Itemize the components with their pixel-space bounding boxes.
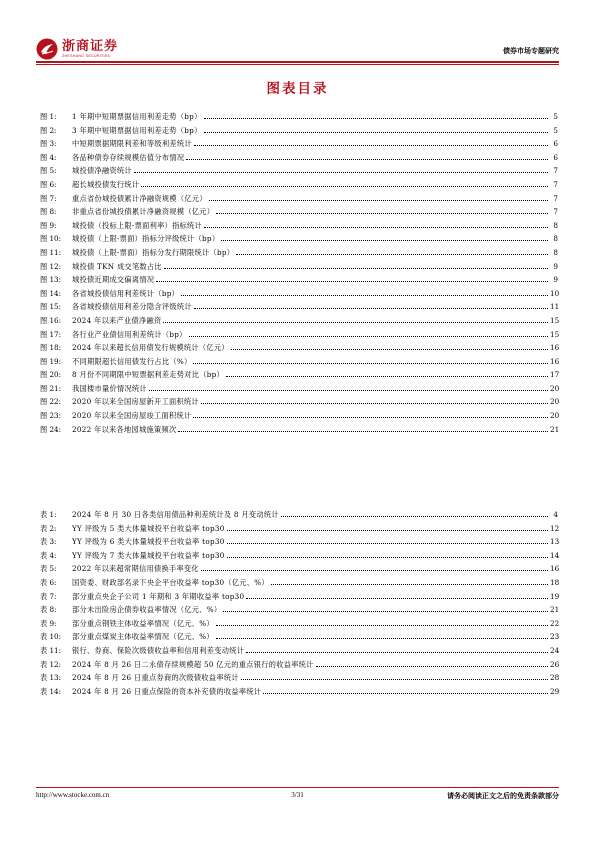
- entry-label: 表 14:: [40, 686, 62, 696]
- zheshang-logo-icon: [36, 38, 58, 60]
- entry-page-number: 7: [553, 179, 558, 189]
- entry-page-number: 28: [550, 673, 560, 683]
- entry-page-number: 21: [550, 605, 560, 615]
- entry-label: 图 14:: [40, 288, 62, 298]
- entry-label: 图 6:: [40, 179, 57, 189]
- dot-leader: [134, 164, 548, 173]
- entry-page-number: 15: [550, 315, 560, 325]
- entry-page-number: 6: [553, 139, 558, 149]
- entry-title: 不同期限超长信用债发行占比（%）: [72, 356, 192, 366]
- dot-leader: [193, 355, 548, 364]
- entry-page-number: 17: [550, 370, 560, 380]
- entry-page-number: 24: [550, 645, 560, 655]
- entry-label: 表 4:: [40, 550, 57, 560]
- figure-entry[interactable]: [40, 192, 558, 206]
- entry-title: 2022 年以来各地园城施策频次: [72, 424, 177, 434]
- entry-label: 图 23:: [40, 411, 62, 421]
- dot-leader: [216, 617, 548, 626]
- entry-label: 图 11:: [40, 247, 62, 257]
- dot-leader: [223, 603, 548, 612]
- logo-chinese-name: 浙商证券: [62, 38, 119, 54]
- entry-title: 银行、券商、保险次级债收益率和信用利差变动统计: [72, 645, 245, 655]
- table-entry[interactable]: [40, 603, 558, 617]
- entry-page-number: 6: [553, 152, 558, 162]
- figure-entry[interactable]: [40, 328, 558, 342]
- figure-entry[interactable]: [40, 273, 558, 287]
- entry-label: 表 12:: [40, 659, 62, 669]
- dot-leader: [271, 576, 548, 585]
- entry-page-number: 16: [550, 564, 560, 574]
- figure-entry[interactable]: [40, 110, 558, 124]
- entry-title: 各省城投债信用利差分隐含评级统计: [72, 302, 192, 312]
- entry-title: 2024 年以来超长信用债发行规模统计（亿元）: [72, 343, 229, 353]
- entry-title: 部分重点煤炭主体收益率情况（亿元、%）: [72, 632, 214, 642]
- figure-entry[interactable]: [40, 382, 558, 396]
- dot-leader: [201, 395, 548, 404]
- entry-title: 各品种债券存续规模估值分布情况: [72, 152, 185, 162]
- figure-entry[interactable]: [40, 423, 558, 437]
- table-entry[interactable]: [40, 671, 558, 685]
- entry-label: 表 8:: [40, 605, 57, 615]
- entry-title: 2024 年 8 月 26 日重点保险的资本补充债的收益率统计: [72, 686, 262, 696]
- disclaimer-note: 请务必阅读正文之后的免责条款部分: [447, 791, 559, 800]
- table-entry[interactable]: [40, 644, 558, 658]
- entry-title: 8 月份不同期限中短票据利差走势对比（bp）: [72, 370, 225, 380]
- table-entry[interactable]: [40, 658, 558, 672]
- table-entry[interactable]: [40, 685, 558, 699]
- dot-leader: [227, 549, 548, 558]
- entry-label: 表 3:: [40, 537, 57, 547]
- entry-title: 2022 年以来超常期信用债换手率变化: [72, 564, 199, 574]
- entry-title: 城投债近期成交偏离情况: [72, 275, 155, 285]
- entry-title: 2024 年 8 月 26 日重点券商的次级债收益率统计: [72, 673, 239, 683]
- entry-page-number: 22: [550, 618, 560, 628]
- entry-label: 图 22:: [40, 397, 62, 407]
- dot-leader: [181, 287, 548, 296]
- dot-leader: [164, 260, 548, 269]
- figure-entry[interactable]: [40, 137, 558, 151]
- entry-label: 表 11:: [40, 645, 62, 655]
- entry-label: 表 13:: [40, 673, 62, 683]
- entry-label: 图 17:: [40, 329, 62, 339]
- dot-leader: [246, 590, 548, 599]
- footer-divider: [36, 787, 559, 788]
- entry-label: 图 24:: [40, 424, 62, 434]
- dot-leader: [226, 368, 548, 377]
- dot-leader: [246, 644, 548, 653]
- entry-page-number: 16: [550, 343, 560, 353]
- dot-leader: [209, 192, 548, 201]
- entry-label: 图 7:: [40, 193, 57, 203]
- entry-page-number: 7: [553, 193, 558, 203]
- entry-page-number: 14: [550, 550, 560, 560]
- figure-entry[interactable]: [40, 300, 558, 314]
- entry-label: 表 9:: [40, 618, 57, 628]
- entry-page-number: 26: [550, 659, 560, 669]
- page-number: 3/31: [291, 791, 304, 799]
- entry-title: 我国楼市量价情况统计: [72, 383, 147, 393]
- figure-entry[interactable]: [40, 409, 558, 423]
- entry-title: 城投债（上限-票面）指标分评级统计（bp）: [72, 234, 220, 244]
- table-entry[interactable]: [40, 522, 558, 536]
- entry-title: 部分重点央企子公司 1 年期和 3 年期收益率 top30: [72, 591, 245, 601]
- entry-page-number: 10: [550, 288, 560, 298]
- entry-page-number: 4: [553, 510, 558, 519]
- entry-label: 图 10:: [40, 234, 62, 244]
- entry-page-number: 7: [553, 166, 558, 176]
- entry-title: 2024 年以来产业债净融资: [72, 315, 162, 325]
- entry-label: 图 12:: [40, 261, 62, 271]
- entry-label: 表 6:: [40, 577, 57, 587]
- entry-page-number: 20: [550, 411, 560, 421]
- entry-page-number: 8: [553, 247, 558, 257]
- entry-page-number: 11: [550, 302, 560, 312]
- entry-title: 2024 年 8 月 26 日二永债存续规模超 50 亿元的重点银行的收益率统计: [72, 659, 314, 669]
- table-entry[interactable]: [40, 590, 558, 604]
- dot-leader: [263, 685, 548, 694]
- entry-title: 超长城投债发行统计: [72, 179, 140, 189]
- entry-title: 1 年期中短期票据信用利差走势（bp）: [72, 112, 202, 121]
- figure-entry[interactable]: [40, 219, 558, 233]
- entry-page-number: 8: [553, 234, 558, 244]
- entry-page-number: 5: [553, 125, 558, 135]
- entry-page-number: 9: [553, 261, 558, 271]
- dot-leader: [216, 630, 548, 639]
- page-title: 图表目录: [266, 81, 329, 97]
- entry-page-number: 19: [550, 591, 560, 601]
- entry-label: 图 19:: [40, 356, 62, 366]
- table-entry[interactable]: [40, 576, 558, 590]
- footer-url-link[interactable]: http://www.stocke.com.cn: [36, 791, 110, 799]
- entry-label: 图 4:: [40, 152, 57, 162]
- entry-label: 表 7:: [40, 591, 57, 601]
- dot-leader: [189, 328, 548, 337]
- figure-entry[interactable]: [40, 164, 558, 178]
- entry-page-number: 16: [550, 356, 560, 366]
- dot-leader: [163, 314, 548, 323]
- entry-page-number: 7: [553, 207, 558, 217]
- entry-page-number: 23: [550, 632, 560, 642]
- dot-leader: [241, 671, 548, 680]
- entry-label: 表 5:: [40, 564, 57, 574]
- dot-leader: [156, 273, 548, 282]
- entry-title: 3 年期中短期票据信用利差走势（bp）: [72, 125, 202, 135]
- dot-leader: [186, 151, 548, 160]
- dot-leader: [201, 562, 548, 571]
- entry-label: 图 8:: [40, 207, 57, 217]
- figure-entry[interactable]: [40, 287, 558, 301]
- entry-page-number: 20: [550, 397, 560, 407]
- entry-title: 国资委、财政部名录下央企平台收益率 top30（亿元、%）: [72, 577, 269, 587]
- entry-title: 城投债 TKN 成交笔数占比: [72, 261, 162, 271]
- figure-entry[interactable]: [40, 260, 558, 274]
- entry-title: 部分未出险房企债券收益率情况（亿元、%）: [72, 605, 222, 615]
- entry-label: 图 9:: [40, 220, 57, 230]
- dot-leader: [194, 137, 548, 146]
- dot-leader: [227, 535, 548, 544]
- figure-entry[interactable]: [40, 124, 558, 138]
- entry-title: 2020 年以来全国房屋新开工面积统计: [72, 397, 199, 407]
- figure-entry[interactable]: [40, 314, 558, 328]
- header-divider: [36, 61, 559, 63]
- entry-title: 2024 年 8 月 30 日各类信用债品种利差统计及 8 月变动统计: [72, 510, 279, 519]
- table-list: [40, 508, 558, 698]
- entry-label: 图 2:: [40, 125, 57, 135]
- entry-title: 城投债（上限-票面）指标分发行期限统计（bp）: [72, 247, 235, 257]
- table-entry[interactable]: [40, 630, 558, 644]
- entry-title: 各省城投债信用利差统计（bp）: [72, 288, 180, 298]
- table-entry[interactable]: [40, 508, 558, 522]
- entry-label: 图 18:: [40, 343, 62, 353]
- entry-title: YY 评级为 6 类大体量城投平台收益率 top30: [72, 537, 225, 547]
- dot-leader: [204, 219, 548, 228]
- dot-leader: [216, 205, 548, 214]
- entry-page-number: 20: [550, 383, 560, 393]
- report-type: 债券市场专题研究: [503, 46, 559, 55]
- entry-title: 城投债净融资统计: [72, 166, 132, 176]
- dot-leader: [204, 110, 548, 119]
- entry-page-number: 12: [550, 523, 560, 533]
- entry-title: 重点省份城投债累计净融资规模（亿元）: [72, 193, 207, 203]
- figure-entry[interactable]: [40, 246, 558, 260]
- entry-title: 中短期票据期限利差和等级利差统计: [72, 139, 192, 149]
- entry-page-number: 13: [550, 537, 560, 547]
- entry-page-number: 8: [553, 220, 558, 230]
- dot-leader: [236, 246, 548, 255]
- entry-label: 表 1:: [40, 510, 57, 519]
- header-divider-thin: [36, 64, 559, 65]
- entry-title: 部分重点钢铁主体收益率情况（亿元、%）: [72, 618, 214, 628]
- entry-title: YY 评级为 7 类大体量城投平台收益率 top30: [72, 550, 225, 560]
- entry-page-number: 21: [550, 424, 560, 434]
- entry-label: 图 21:: [40, 383, 62, 393]
- dot-leader: [281, 508, 548, 517]
- dot-leader: [194, 300, 548, 309]
- logo-english-name: ZHESHANG SECURITIES: [62, 53, 111, 58]
- figure-entry[interactable]: [40, 341, 558, 355]
- entry-label: 图 16:: [40, 315, 62, 325]
- entry-label: 图 1:: [40, 112, 57, 121]
- entry-page-number: 29: [550, 686, 560, 696]
- dot-leader: [193, 409, 548, 418]
- dot-leader: [178, 423, 548, 432]
- dot-leader: [316, 658, 548, 667]
- table-entry[interactable]: [40, 549, 558, 563]
- entry-title: 各行业产业债信用利差统计（bp）: [72, 329, 187, 339]
- entry-page-number: 18: [550, 577, 560, 587]
- entry-label: 图 3:: [40, 139, 57, 149]
- table-entry[interactable]: [40, 562, 558, 576]
- dot-leader: [231, 341, 548, 350]
- figure-entry[interactable]: [40, 355, 558, 369]
- dot-leader: [141, 178, 548, 187]
- entry-title: YY 评级为 5 类大体量城投平台收益率 top30: [72, 523, 225, 533]
- figure-entry[interactable]: [40, 232, 558, 246]
- entry-page-number: 9: [553, 275, 558, 285]
- figure-entry[interactable]: [40, 368, 558, 382]
- entry-page-number: 5: [553, 112, 558, 121]
- entry-title: 2020 年以来全国房屋竣工面积统计: [72, 411, 192, 421]
- entry-page-number: 15: [550, 329, 560, 339]
- entry-label: 图 13:: [40, 275, 62, 285]
- entry-label: 表 10:: [40, 632, 62, 642]
- figure-entry[interactable]: [40, 205, 558, 219]
- dot-leader: [227, 522, 548, 531]
- entry-label: 图 15:: [40, 302, 62, 312]
- table-entry[interactable]: [40, 617, 558, 631]
- entry-title: 城投债（投标上限-票面利率）指标统计: [72, 220, 203, 230]
- dot-leader: [221, 232, 548, 241]
- table-entry[interactable]: [40, 535, 558, 549]
- figure-entry[interactable]: [40, 151, 558, 165]
- dot-leader: [149, 382, 548, 391]
- figure-entry[interactable]: [40, 395, 558, 409]
- entry-label: 表 2:: [40, 523, 57, 533]
- entry-label: 图 5:: [40, 166, 57, 176]
- entry-title: 非重点省份城投债累计净融资规模（亿元）: [72, 207, 215, 217]
- figure-list: [40, 110, 558, 436]
- figure-entry[interactable]: [40, 178, 558, 192]
- entry-label: 图 20:: [40, 370, 62, 380]
- dot-leader: [204, 124, 548, 133]
